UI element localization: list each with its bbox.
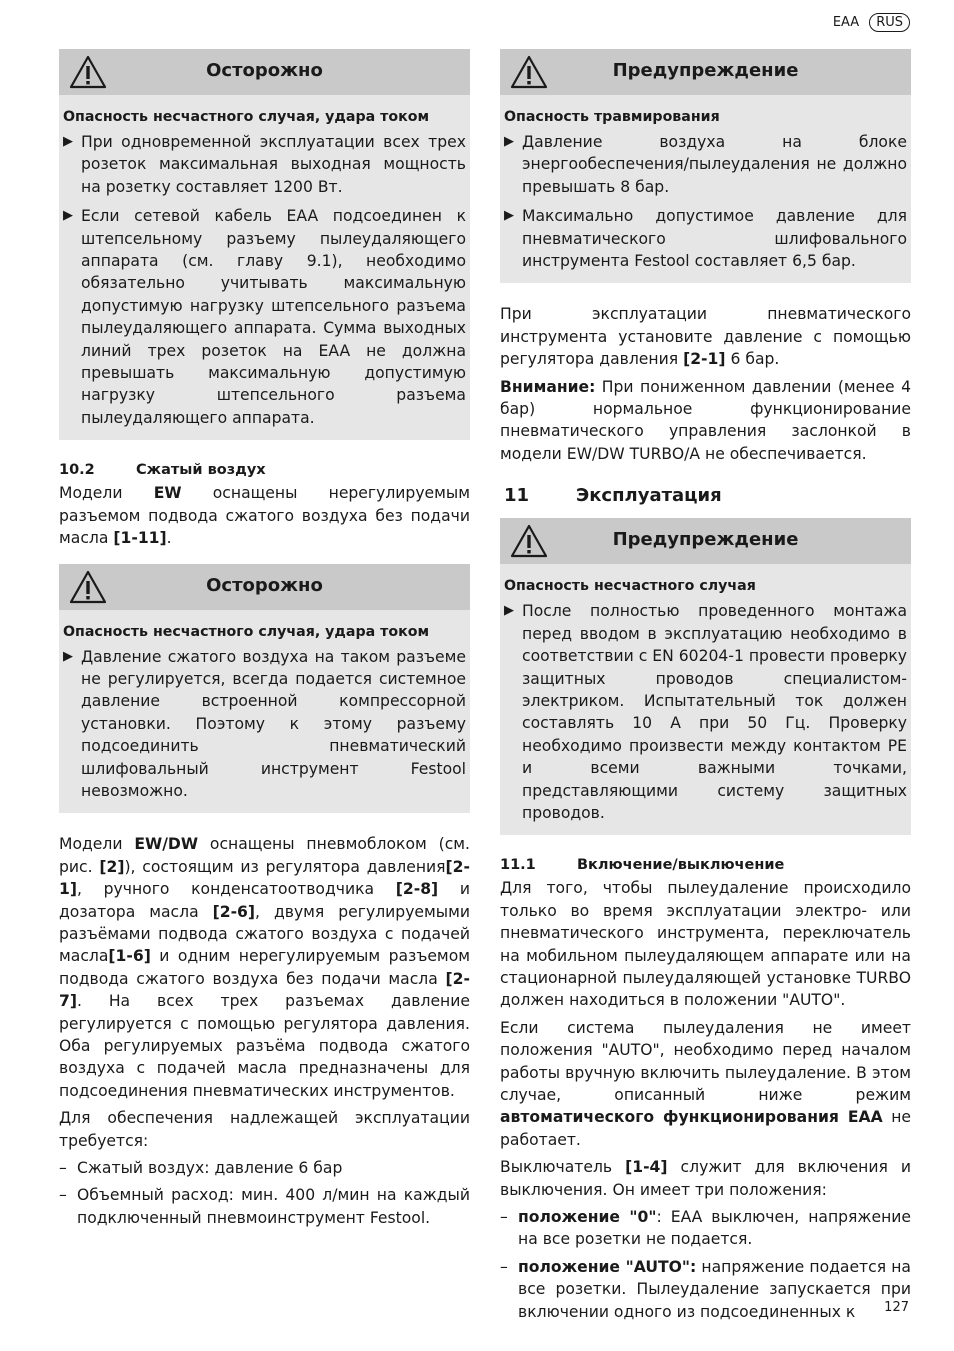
box-subtitle: Опасность травмирования — [504, 109, 720, 125]
left-column — [59, 49, 470, 1229]
dash-item: – положение "AUTO": напряжение подается на все розетки. Пылеудаление запускается при включении одного из подсоединенных к — [500, 1257, 911, 1321]
section-title: Включение/выключение — [577, 857, 785, 874]
section-heading-11 — [504, 485, 911, 506]
section-title: Сжатый воздух — [136, 462, 266, 479]
box-title: Осторожно — [206, 574, 323, 596]
bullet-text: Давление воздуха на блоке энергообеспечения/пылеудаления не должно превышать 8 бар. — [522, 133, 907, 196]
model-label: EAA — [832, 15, 860, 30]
language-badge: RUS — [869, 13, 910, 32]
paragraph-attention: Внимание: При пониженном давлении (менее 4 бар) нормальное функционирование пневматического управления заслонкой в модели EW/DW TURBO/A не обеспечивается. — [500, 377, 911, 463]
section-title: Эксплуатация — [576, 485, 722, 507]
bullet-triangle-icon: ▶ — [504, 134, 514, 149]
bullet-text: При одновременной эксплуатации всех трех розеток максимальная выходная мощность на розетку составляет 1200 Вт. — [81, 133, 466, 196]
bullet-item — [500, 598, 911, 829]
bullet-triangle-icon: ▶ — [504, 208, 514, 224]
paragraph-ew-dw-models: Модели EW/DW оснащены пневмоблоком (см. рис. [2]), состоящим из регулятора давления[2-1], ручного конденсатоотводчика [2-8] и дозатора масла [2-6], двумя регулируемыми разъёмами подвода сжатого воздуха с подачей масла[1-6] и одним нерегулируемым разъемом подвода сжатого воздуха без подачи масла [2-7]. На всех трех разъемах давление регулируется с помощью регулятора давления. Оба регулируемых разъёма подвода сжатого воздуха с подачей масла предназначены для подсоединения пневматических инструментов. — [59, 835, 471, 1100]
bullet-item — [59, 644, 470, 808]
dash-item: – положение "0": EAA выключен, напряжение на все розетки не подается. — [500, 1208, 911, 1249]
box-header — [59, 564, 470, 610]
section-number: 10.2 — [59, 462, 95, 479]
box-header — [500, 518, 911, 564]
right-column — [500, 49, 911, 1323]
page-header — [833, 13, 910, 32]
page-number: 127 — [884, 1300, 909, 1315]
box-subtitle: Опасность несчастного случая, удара током — [63, 623, 430, 640]
paragraph-ew-models: Модели EW оснащены нерегулируемым разъемом подвода сжатого воздуха без подачи масла [1-11]. — [59, 484, 470, 548]
bullet-triangle-icon: ▶ — [63, 208, 73, 224]
warning-box-accident — [500, 518, 911, 835]
box-header — [500, 49, 911, 95]
bullet-text: Максимально допустимое давление для пневматического шлифовального инструмента Festool составляет 6,5 бар. — [522, 207, 907, 271]
bullet-item — [59, 129, 470, 203]
box-title: Осторожно — [206, 60, 323, 81]
box-subtitle: Опасность несчастного случая — [504, 578, 756, 595]
paragraph-switch: Выключатель [1-4] служит для включения и выключения. Он имеет три положения: — [500, 1158, 911, 1199]
bullet-text: Давление сжатого воздуха на таком разъеме не регулируется, всегда подается системное давление встроенной компрессорной установки. Поэтому к этому разъему подсоединить пневматический шлифовальный инструмент Festool невозможно. — [81, 647, 466, 800]
bullet-text: После полностью проведенного монтажа перед вводом в эксплуатацию необходимо в соответствии с EN 60204-1 провести проверку защитных проводов специалистом-электриком. Испытательный ток должен составлять 10 А при 50 Гц. Проверку необходимо произвести между контактом PE и всеми важными точками, представляющими систему защитных проводов. — [522, 602, 907, 822]
bullet-triangle-icon: ▶ — [504, 603, 514, 619]
caution-box-electric — [59, 49, 470, 440]
paragraph-pressure-setting: При эксплуатации пневматического инструмента установите давление с помощью регулятора давления [2-1] 6 бар. — [500, 305, 911, 369]
section-heading-11-1 — [500, 857, 911, 873]
paragraph-auto-position: Для того, чтобы пылеудаление происходило только во время эксплуатации электро- или пневматического инструмента, переключатель на мобильном пылеудаляющем аппарате или на стационарной пылеудаляющей установке TURBO должен находиться в положении "AUTO". — [500, 879, 911, 1010]
warning-box-injury — [500, 49, 911, 283]
bullet-item — [59, 203, 470, 434]
bullet-triangle-icon: ▶ — [63, 134, 73, 149]
section-number: 11 — [504, 485, 530, 507]
section-heading-10-2 — [59, 462, 470, 478]
paragraph-requirements: Для обеспечения надлежащей эксплуатации требуется: — [59, 1109, 470, 1150]
box-title: Предупреждение — [612, 60, 799, 81]
dash-item: – Объемный расход: мин. 400 л/мин на каждый подключенный пневмоинструмент Festool. — [59, 1186, 470, 1227]
bullet-triangle-icon: ▶ — [63, 648, 73, 664]
dash-item: – Сжатый воздух: давление 6 бар — [59, 1159, 343, 1178]
box-subtitle: Опасность несчастного случая, удара током — [63, 109, 430, 125]
bullet-item — [500, 203, 911, 277]
section-number: 11.1 — [500, 857, 536, 874]
bullet-item — [500, 129, 911, 203]
bullet-text: Если сетевой кабель EAA подсоединен к штепсельному разъему пылеудаляющего аппарата (см. главу 9.1), необходимо обязательно учитывать максимальную допустимую нагрузку штепсельного разъема пылеудаляющего аппарата. Сумма выходных линий трех розеток на EAA не должна превышать максимальную допустимую нагрузку штепсельного разъема пылеудаляющего аппарата. — [81, 207, 466, 427]
box-header — [59, 49, 470, 95]
caution-box-compressed-air — [59, 564, 470, 814]
box-title: Предупреждение — [612, 529, 799, 551]
paragraph-no-auto: Если система пылеудаления не имеет положения "AUTO", необходимо перед началом работы вручную включить пылеудаление. В этом случае, описанный ниже режим автоматического функционирования EAA не работает. — [500, 1018, 912, 1149]
